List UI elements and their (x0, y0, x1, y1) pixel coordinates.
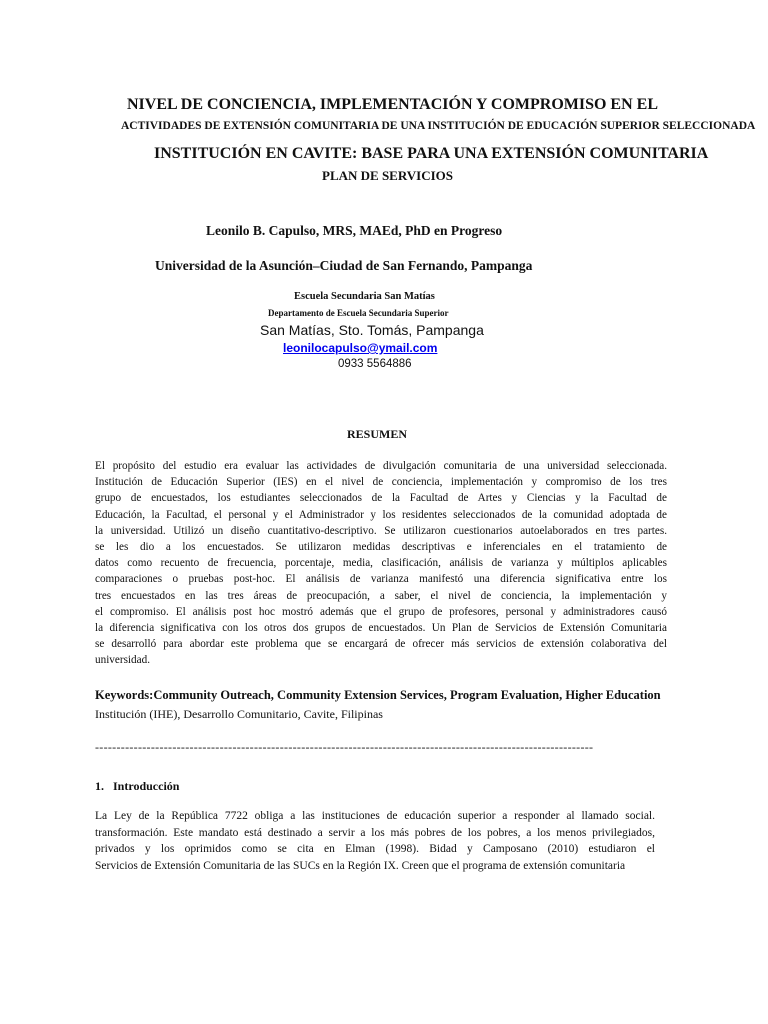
author-phone: 0933 5564886 (338, 358, 412, 370)
title-line-2: ACTIVIDADES DE EXTENSIÓN COMUNITARIA DE UNA INSTITUCIÓN DE EDUCACIÓN SUPERIOR SELECCIONADA (121, 120, 756, 132)
abstract-line: la universidad. Utilizó un diseño cuantitativo-descriptivo. Se utilizaron cuestionarios autoelaborados en tres partes. (95, 524, 667, 537)
abstract-line: la diferencia significativa con los otros dos grupos de encuestados. Un Plan de Servicios de Extensión Comunitaria (95, 622, 667, 635)
intro-title: Introducción (113, 779, 180, 793)
abstract-line: grupo de encuestados, los estudiantes seleccionados de la Facultad de Artes y Ciencias y la Facultad de (95, 492, 667, 505)
keywords-continuation: Institución (IHE), Desarrollo Comunitario, Cavite, Filipinas (95, 707, 383, 721)
keywords-label: Keywords: (95, 688, 154, 702)
author-school: Escuela Secundaria San Matías (294, 291, 435, 302)
abstract-line: se les dio a los encuestados. Se utilizaron medidas descriptivas e inferenciales en el tratamiento de (95, 541, 667, 554)
abstract-line: Institución de Educación Superior (IES) en el nivel de conciencia, implementación y compromiso de los tres (95, 476, 667, 489)
intro-heading (95, 779, 179, 794)
abstract-line: comparaciones o pruebas post-hoc. El análisis de varianza manifestó una diferencia significativa entre los (95, 573, 667, 586)
title-line-4: PLAN DE SERVICIOS (322, 168, 454, 183)
intro-line: Servicios de Extensión Comunitaria de las SUCs en la Región IX. Creen que el programa de extensión comunitaria (95, 859, 626, 872)
abstract-line: se desarrolló para abordar este problema que se encargará de ofrecer más servicios de extensión colaborativa del (95, 638, 667, 651)
abstract-line: universidad. (95, 654, 150, 667)
author-department: Departamento de Escuela Secundaria Superior (268, 308, 449, 318)
author-university: Universidad de la Asunción–Ciudad de San Fernando, Pampanga (155, 258, 533, 273)
keywords-terms: Community Outreach, Community Extension Services, Program Evaluation, Higher Education (153, 688, 661, 702)
title-line-3: INSTITUCIÓN EN CAVITE: BASE PARA UNA EXTENSIÓN COMUNITARIA (154, 145, 709, 162)
intro-line: La Ley de la República 7722 obliga a las instituciones de educación superior a responder al llamado social. (95, 810, 655, 822)
intro-number: 1. (95, 779, 104, 793)
abstract-heading: RESUMEN (347, 427, 408, 441)
title-line-1: NIVEL DE CONCIENCIA, IMPLEMENTACIÓN Y COMPROMISO EN EL (127, 96, 658, 113)
intro-line: transformación. Este mandato está destinado a servir a los más pobres de los pobres, a los menos privilegiados, (95, 826, 655, 839)
abstract-line: El propósito del estudio era evaluar las actividades de divulgación comunitaria de una universidad seleccionada. (95, 460, 667, 472)
section-divider: -------------------------------------------------------------------------------------------------------------------- (95, 740, 594, 754)
abstract-line: Educación, la Facultad, el personal y el Administrador y los residentes seleccionados de la comunidad adoptada de (95, 508, 667, 521)
author-address: San Matías, Sto. Tomás, Pampanga (260, 322, 484, 338)
abstract-line: el compromiso. El análisis post hoc mostró además que el grupo de profesores, personal y administradores causó (95, 605, 667, 618)
abstract-body (95, 458, 667, 669)
abstract-line: datos como recuento de frecuencia, porcentaje, media, clasificación, análisis de varianza y múltiplos aplicables (95, 557, 667, 570)
keywords-line (95, 688, 661, 703)
author-email-link[interactable]: leonilocapulso@ymail.com (283, 341, 438, 355)
intro-line: privados y los oprimidos como se cita en Elman (1998). Bidad y Camposano (2010) estudiaron el (95, 843, 655, 855)
abstract-line: tres encuestados en las tres áreas de preocupación, a saber, el nivel de conciencia, la implementación y (95, 589, 667, 602)
author-name: Leonilo B. Capulso, MRS, MAEd, PhD en Progreso (206, 223, 503, 238)
intro-body (95, 808, 655, 874)
